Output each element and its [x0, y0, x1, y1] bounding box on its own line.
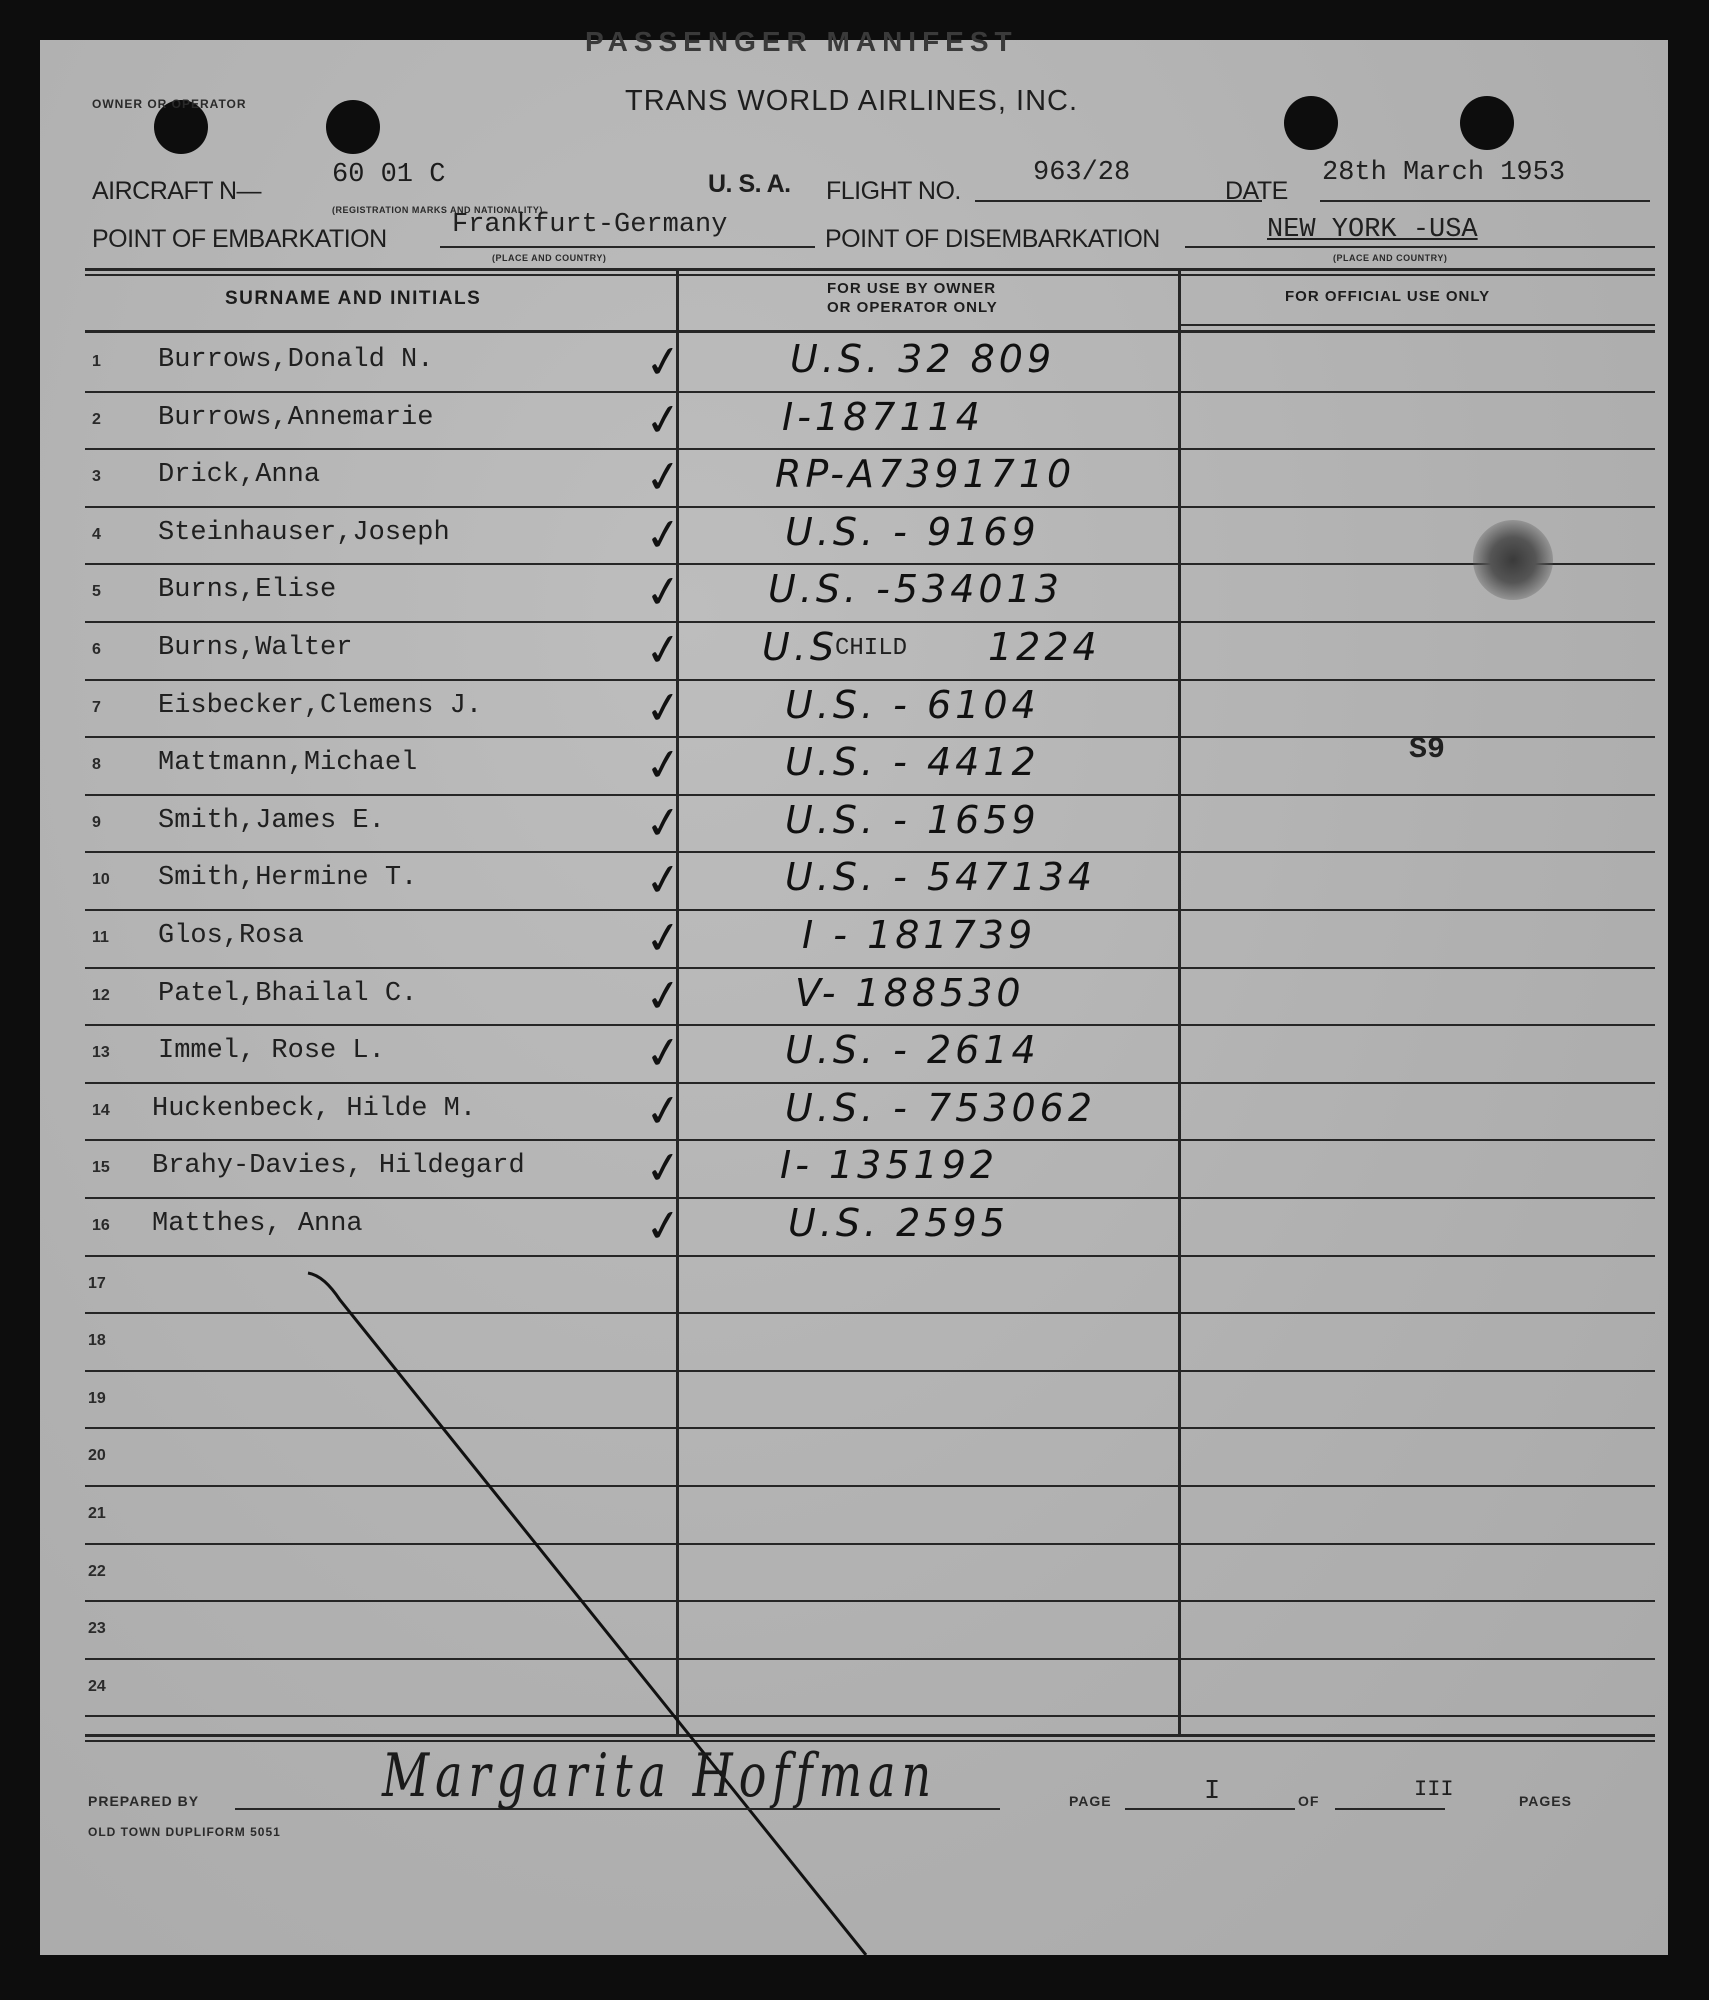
document-number: U.S. - 2614 — [785, 1028, 1040, 1073]
of-line — [1335, 1808, 1445, 1810]
passenger-name: Patel,Bhailal C. — [158, 978, 418, 1009]
document-number: V- 188530 — [795, 970, 1025, 1015]
row-number: 16 — [92, 1217, 110, 1234]
checkmark-icon: ✓ — [641, 622, 686, 679]
document-number: I- 135192 — [780, 1143, 999, 1188]
row-number: 2 — [92, 410, 101, 428]
checkmark-icon: ✓ — [641, 910, 686, 967]
checkmark-icon: ✓ — [641, 1025, 686, 1082]
document-number: I - 181739 — [802, 913, 1037, 957]
flight-label: FLIGHT NO. — [826, 177, 961, 205]
checkmark-icon: ✓ — [641, 565, 686, 621]
checkmark-icon: ✓ — [641, 1083, 686, 1140]
document-number: U.S. - 547134 — [785, 855, 1097, 900]
page-label: PAGE — [1069, 1793, 1112, 1809]
passenger-name: Burrows,Annemarie — [158, 402, 434, 433]
passenger-name: Matthes, Anna — [152, 1209, 363, 1239]
preparer-signature: Margarita Hoffman — [382, 1739, 938, 1811]
checkmark-icon: ✓ — [641, 1198, 686, 1255]
document-number: U.S. - 6104 — [785, 682, 1040, 727]
passenger-name: Burns,Elise — [158, 575, 337, 606]
manifest-sheet — [40, 26, 1668, 1955]
disembarkation-label: POINT OF DISEMBARKATION — [825, 225, 1160, 253]
surname-column-header: SURNAME AND INITIALS — [225, 288, 482, 309]
checkmark-icon: ✓ — [641, 737, 686, 794]
row-number: 5 — [92, 583, 101, 601]
passenger-name: Brahy-Davies, Hildegard — [152, 1151, 525, 1182]
document-number: RP-A7391710 — [775, 452, 1076, 497]
date-value: 28th March 1953 — [1322, 158, 1566, 188]
row-number: 8 — [92, 756, 101, 774]
passenger-name: Drick,Anna — [158, 460, 321, 491]
document-number: U.S. - 9169 — [785, 509, 1040, 554]
passenger-name: Burns,Walter — [158, 633, 353, 663]
date-label: DATE — [1225, 177, 1288, 205]
passenger-name: Steinhauser,Joseph — [158, 517, 450, 548]
prepared-by-label: PREPARED BY — [88, 1793, 200, 1809]
embarkation-label: POINT OF EMBARKATION — [92, 225, 387, 253]
page-value: I — [1204, 1777, 1221, 1807]
form-id: OLD TOWN DUPLIFORM 5051 — [88, 1825, 281, 1839]
row-number: 3 — [92, 468, 101, 486]
checkmark-icon: ✓ — [641, 795, 686, 852]
row-number: 12 — [92, 986, 110, 1004]
row-number: 20 — [88, 1447, 106, 1465]
embarkation-value: Frankfurt-Germany — [452, 210, 728, 240]
passenger-name: Burrows,Donald N. — [158, 345, 434, 375]
document-number: U.S. -534013 — [768, 567, 1063, 612]
passenger-name: Immel, Rose L. — [158, 1036, 385, 1067]
row-number: 10 — [92, 871, 110, 889]
aircraft-label: AIRCRAFT N— — [92, 177, 262, 205]
official-use-header: FOR OFFICIAL USE ONLY — [1285, 288, 1491, 305]
row-number: 13 — [92, 1044, 110, 1062]
passenger-name: Smith,Hermine T. — [158, 863, 418, 894]
document-number: U.S. 2595 — [788, 1201, 1009, 1245]
checkmark-icon: ✓ — [641, 680, 686, 736]
registration-note: (REGISTRATION MARKS AND NATIONALITY) — [332, 205, 543, 215]
line-out-stroke — [40, 40, 1668, 1955]
form-title: PASSENGER MANIFEST — [585, 26, 1018, 57]
row-number: 17 — [88, 1274, 106, 1292]
passenger-name: Huckenbeck, Hilde M. — [152, 1093, 477, 1124]
flight-value: 963/28 — [1033, 158, 1131, 188]
row-number: 18 — [88, 1332, 106, 1350]
disembarkation-value: NEW YORK -USA — [1267, 215, 1478, 245]
page-line — [1125, 1808, 1295, 1810]
checkmark-icon: ✓ — [641, 449, 686, 506]
aircraft-value: 60 01 C — [332, 160, 446, 190]
passenger-name: Glos,Rosa — [158, 921, 304, 951]
row-number: 15 — [92, 1159, 110, 1177]
document-number: U.S. - 753062 — [785, 1085, 1097, 1130]
row-number: 22 — [88, 1562, 106, 1580]
row-number: 23 — [88, 1620, 106, 1638]
row-number: 1 — [92, 353, 101, 370]
checkmark-icon: ✓ — [641, 334, 686, 391]
pages-label: PAGES — [1519, 1793, 1572, 1809]
checkmark-icon: ✓ — [641, 853, 686, 909]
document-number: 1224 — [988, 625, 1101, 669]
row-number: 19 — [88, 1389, 106, 1407]
airline-name: TRANS WORLD AIRLINES, INC. — [625, 85, 1079, 117]
checkmark-icon: ✓ — [641, 507, 686, 564]
owner-use-header-2: OR OPERATOR ONLY — [827, 299, 998, 316]
document-number: U.S. 32 809 — [790, 337, 1056, 381]
row-number: 21 — [88, 1505, 106, 1522]
checkmark-icon: ✓ — [641, 1141, 686, 1197]
passenger-name: Smith,James E. — [158, 805, 385, 836]
usa-label: U. S. A. — [708, 170, 791, 198]
document-number: U.S. - 1659 — [785, 797, 1040, 842]
row-number: 9 — [92, 813, 101, 831]
of-label: OF — [1298, 1793, 1320, 1809]
row-number: 4 — [92, 525, 101, 543]
owner-operator-label: OWNER OR OPERATOR — [92, 97, 247, 111]
document-child-note: CHILD — [835, 635, 908, 662]
checkmark-icon: ✓ — [641, 968, 686, 1024]
of-value: III — [1414, 1777, 1454, 1802]
row-number: 24 — [88, 1677, 106, 1695]
row-number: 7 — [92, 698, 101, 716]
checkmark-icon: ✓ — [641, 392, 686, 448]
document-number: U.S. - 4412 — [785, 740, 1040, 785]
row-number: 6 — [92, 641, 101, 658]
row-number: 14 — [92, 1101, 110, 1119]
document-prefix: U.S — [762, 625, 839, 669]
passenger-name: Mattmann,Michael — [158, 748, 418, 779]
official-note: S9 — [1409, 733, 1446, 767]
place-note: (PLACE AND COUNTRY) — [492, 253, 607, 263]
row-number: 11 — [92, 929, 109, 946]
document-number: I-187114 — [782, 394, 984, 439]
place-note-2: (PLACE AND COUNTRY) — [1333, 253, 1448, 263]
passenger-name: Eisbecker,Clemens J. — [158, 690, 483, 721]
owner-use-header-1: FOR USE BY OWNER — [827, 280, 997, 297]
